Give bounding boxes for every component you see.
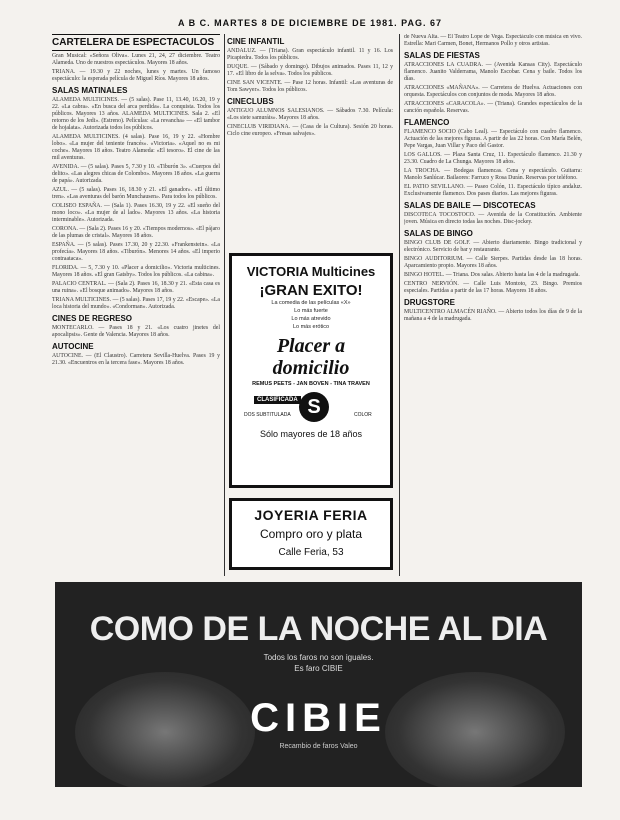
listings-column-2: [227, 34, 393, 256]
listing-paragraph: CINE SAN VICENTE. — Pase 12 horas. Infantil: «Las aventuras de Tom Sawyer». Todos los públicos.: [227, 80, 393, 93]
page-header: A B C. MARTES 8 DE DICIEMBRE DE 1981. PAG. 67: [177, 18, 443, 28]
ad-headline: COMO DE LA NOCHE AL DIA: [89, 610, 548, 648]
listing-paragraph: TRIANA. — 19.30 y 22 noches, lunes y martes. Un famoso espectáculo: la esperada película de Miguel Ríos. Mayores 18 años.: [52, 69, 220, 82]
listing-paragraph: ATRACCIONES «MAÑANA». — Carretera de Huelva. Actuaciones con orquesta. Espectáculos con conjuntos de moda. Mayores 18 años.: [404, 85, 582, 98]
ad-subline: Compro oro y plata: [259, 527, 363, 541]
listing-paragraph: Gran Musical: «Señora Oliva». Lunes 21, 24, 27 diciembre. Teatro Alameda. Uno de nuestros espectáculos. Mayores 18 años.: [52, 53, 220, 66]
ad-address: Calle Feria, 53: [278, 547, 344, 558]
victoria-multicines-ad: [229, 253, 393, 488]
section-heading: SALAS DE BINGO: [404, 229, 473, 238]
listing-paragraph: BINGO CLUB DE GOLF. — Abierto diariamente. Bingo tradicional y electrónico. Servicio de bar y restaurante.: [404, 240, 582, 253]
listing-paragraph: PALACIO CENTRAL. — (Sala 2). Pases 16, 18.30 y 21. «Esta casa es una ruina». «El bosque animado». Mayores 18 años.: [52, 281, 220, 294]
column-divider: [399, 34, 400, 576]
listing-paragraph: BINGO AUDITORIUM. — Calle Sierpes. Partidas desde las 18 horas. Aparcamiento propio. Mayores 18 años.: [404, 256, 582, 269]
listing-paragraph: CENTRO NERVIÓN. — Calle Luis Montoto, 23. Bingo. Premios especiales. Partidas a partir de las 17 horas. Mayores 18 años.: [404, 281, 582, 294]
subtitle-note: DOS SUBTITULADA: [244, 412, 291, 418]
section-heading: CINES DE REGRESO: [52, 314, 133, 323]
ad-headline: JOYERIA FERIA: [254, 507, 368, 523]
listing-paragraph: ALAMEDA MULTICINES. (4 salas). Pase 16, 19 y 22. «Hombre lobo». «La mujer del teniente francés». «Victoria». «Aquel no es mi coche». Mayores 18 años. Teatro Alameda: «El tesoro». El cine de las mil aventuras.: [52, 134, 220, 161]
listing-paragraph: ATRACCIONES «CARACOLA». — (Triana). Grandes espectáculos de la canción española. Reservas.: [404, 101, 582, 114]
age-restriction: Sólo mayores de 18 años: [259, 429, 363, 439]
brand-tagline: Recambio de faros Valeo: [279, 743, 358, 750]
listings-column-3: [404, 34, 582, 576]
listing-paragraph: ANTIGUO ALUMNOS SALESIANOS. — Sábados 7.30. Película: «Los siete samuráis». Mayores 18 años.: [227, 108, 393, 121]
ad-tagline: Lo más atrevido: [291, 316, 331, 322]
ad-cinema-name: VICTORIA Multicines: [246, 264, 376, 279]
listing-paragraph: MULTICENTRO ALMACÉN RIAÑO. — Abierto todos los días de 9 de la mañana a 4 de la madrugada.: [404, 309, 582, 322]
listing-paragraph: LA TROCHA. — Bodegas flamencas. Cena y espectáculo. Guitarra: Manolo Sanlúcar. Bailaores: Farruco y Rosa Durán. Reservas por teléfono.: [404, 168, 582, 181]
listing-paragraph: de Nueva Alta. — El Teatro Lope de Vega. Espectáculo con música en vivo. Estrella: Mari Carmen, Bonet, Hermanos Pollo y otros artistas.: [404, 34, 582, 47]
listing-paragraph: AVENIDA. — (5 salas). Pases 5, 7.30 y 10. «Tiburón 3». «Cuerpos del delito». «Las alegres chicas de Colombo». Mayores 18 años. «La guerra de papá». Autorizada.: [52, 164, 220, 184]
ad-tagline: Lo más erótico: [292, 324, 330, 330]
section-heading: SALAS MATINALES: [52, 86, 128, 95]
listing-paragraph: ANDALUZ. — (Triana). Gran espectáculo infantil. 11 y 16. Los Picapiedra. Todos los públicos.: [227, 48, 393, 61]
film-credits: REMUS PEETS - JAN BOVEN - TINA TRAVEN: [252, 381, 370, 387]
brand-logo: CIBIE: [250, 696, 387, 740]
cibie-headlights-ad: [55, 582, 582, 787]
ad-tagline: Lo más fuerte: [294, 308, 328, 314]
ad-tagline: La comedia de las películas «X»: [271, 300, 351, 306]
joyeria-feria-ad: [229, 498, 393, 570]
ad-subline: Es faro CIBIE: [294, 664, 343, 673]
film-title: domicilio: [272, 357, 350, 379]
listing-paragraph: CORONA. — (Sala 2). Pases 16 y 20. «Tiempos modernos». «El pájaro de las plumas de cristal». Mayores 18 años.: [52, 226, 220, 239]
listing-paragraph: AZUL. — (5 salas). Pases 16, 18.30 y 21. «El ganador». «El último tren». «Las aventuras del barón Munchausen». Para todos los públicos.: [52, 187, 220, 200]
s-rating-icon: S: [299, 392, 329, 422]
section-heading: SALAS DE FIESTAS: [404, 51, 480, 60]
listing-paragraph: BINGO HOTEL. — Triana. Dos salas. Abierto hasta las 4 de la madrugada.: [404, 272, 580, 278]
section-heading: CINECLUBS: [227, 97, 274, 106]
section-heading: AUTOCINE: [52, 342, 94, 351]
section-heading: SALAS DE BAILE — DISCOTECAS: [404, 201, 536, 210]
section-heading: CINE INFANTIL: [227, 37, 285, 46]
section-heading: DRUGSTORE: [404, 298, 455, 307]
section-title: CARTELERA DE ESPECTACULOS: [52, 34, 220, 51]
rating-logo-row: [232, 392, 390, 424]
listing-paragraph: COLISEO ESPAÑA. — (Sala 1). Pases 16.30, 19 y 22. «El sueño del mono loco». «La mujer de al lado». Mayores 13 años. «La historia interminable». Autorizada.: [52, 203, 220, 223]
listing-paragraph: ATRACCIONES LA CUADRA. — (Avenida Kansas City). Espectáculo flamenco. Juanito Valderrama, Manolo Escobar. Cena y baile. Todos los días.: [404, 62, 582, 82]
listing-paragraph: CINECLUB VIRIDIANA. — (Casa de la Cultura). Sesión 20 horas. Ciclo cine europeo. «Fresas salvajes».: [227, 124, 393, 137]
color-note: COLOR: [354, 412, 372, 418]
column-divider: [224, 34, 225, 576]
listing-paragraph: FLORIDA. — 5, 7.30 y 10. «Placer a domicilio». Victoria multicines. Mayores 18 años. «El gran Gatsby». Todos los públicos. «La cabina».: [52, 265, 220, 278]
listing-paragraph: LOS GALLOS. — Plaza Santa Cruz, 11. Espectáculo flamenco. 21.30 y 23.30. Cuadro de La Chunga. Mayores 18 años.: [404, 152, 582, 165]
listing-paragraph: MONTECARLO. — Pases 18 y 21. «Los cuatro jinetes del apocalipsis». Gente de Valencia. Mayores 18 años.: [52, 325, 220, 338]
listing-paragraph: EL PATIO SEVILLANO. — Paseo Colón, 11. Espectáculo típico andaluz. Exclusivamente flamenco. Dos pases diarios. Las mejores figuras.: [404, 184, 582, 197]
listing-paragraph: AUTOCINE. — (El Claustro). Carretera Sevilla-Huelva. Pases 19 y 21.30. «Encuentros en la tercera fase». Mayores 18 años.: [52, 353, 220, 366]
listing-paragraph: ESPAÑA. — (5 salas). Pases 17.30, 20 y 22.30. «Frankenstein». «La profecía». Mayores 18 años. «Tiburón». Menores 14 años. «El imperio contraataca».: [52, 242, 220, 262]
listing-paragraph: DISCOTECA TOCOSTOCO. — Avenida de la Constitución. Ambiente joven. Música en directo todas las noches. Disc-jockey.: [404, 212, 582, 225]
listing-paragraph: FLAMENCO SOCIO (Cabo Leal). — Espectáculo con cuadro flamenco. Actuación de las mejores figuras. A partir de las 22 horas. Con María Belén, Pepe Vargas, Juan Villar y Paco del Gastor.: [404, 129, 582, 149]
listing-paragraph: ALAMEDA MULTICINES. — (5 salas). Pase 11, 13.40, 16.20, 19 y 22. «La cabra». «En busca del arca perdida». La conquista. Todos los públicos. Mayores 13 años. ALAMEDA MULTICINES. Sala 2. «El retorno de los Jedi». (Estreno). Películas: «La revancha» — «El tambor de hojalata». Autorizada todos los públicos.: [52, 97, 220, 131]
listing-paragraph: DUQUE. — (Sábado y domingo). Dibujos animados. Pases 11, 12 y 17. «El libro de la selva». Todos los públicos.: [227, 64, 393, 77]
classification-label: CLASIFICADA: [254, 396, 301, 404]
section-heading: FLAMENCO: [404, 118, 450, 127]
listing-paragraph: TRIANA MULTICINES. — (5 salas). Pases 17, 19 y 22. «Escape». «La loca historia del mundo». «Condorman». Autorizada.: [52, 297, 220, 310]
ad-headline: ¡GRAN EXITO!: [259, 282, 363, 299]
ad-subline: Todos los faros no son iguales.: [263, 653, 374, 662]
film-title: Placer a: [276, 335, 346, 357]
listings-column-1: [52, 34, 220, 576]
